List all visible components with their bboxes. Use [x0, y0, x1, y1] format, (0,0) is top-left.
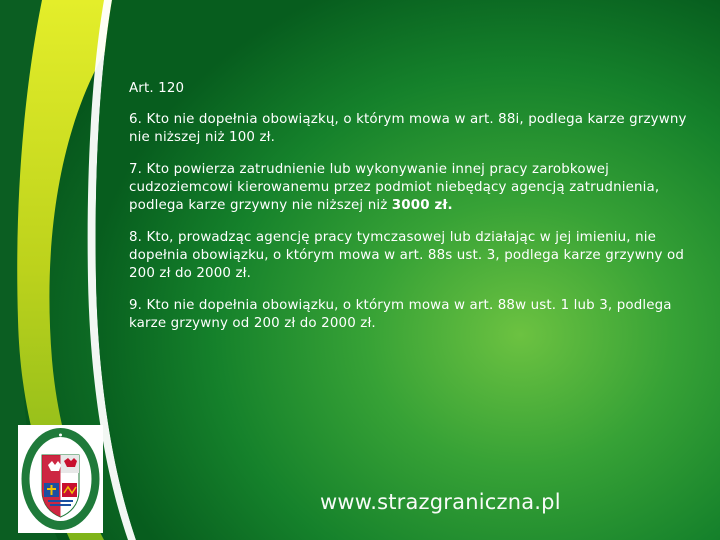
paragraph-9: 9. Kto nie dopełnia obowiązku, o którym mowa w art. 88w ust. 1 lub 3, podlega karze grzywny od 200 zł do 2000 zł. — [129, 298, 672, 331]
paragraph-7-text: 7. Kto powierza zatrudnienie lub wykonywanie innej pracy zarobkowej cudzoziemcowi kierowanemu przez podmiot niebędący agencją zatrudnienia, podlega karze grzywny nie niższej niż — [129, 162, 660, 213]
article-heading: Art. 120 — [129, 81, 185, 96]
border-guard-emblem-icon — [18, 425, 103, 533]
paragraph-8: 8. Kto, prowadząc agencję pracy tymczasowej lub działając w jej imieniu, nie dopełnia obowiązku, o którym mowa w art. 88s ust. 3, podlega karze grzywny od 200 zł do 2000 zł. — [129, 230, 684, 281]
paragraph-7-amount: 3000 zł. — [391, 198, 453, 213]
paragraph-7 — [129, 161, 689, 215]
article-content — [129, 80, 689, 347]
website-url[interactable]: www.strazgraniczna.pl — [320, 490, 561, 514]
paragraph-6: 6. Kto nie dopełnia obowiązkų, o którym mowa w art. 88i, podlega karze grzywny nie niższej niż 100 zł. — [129, 112, 687, 145]
